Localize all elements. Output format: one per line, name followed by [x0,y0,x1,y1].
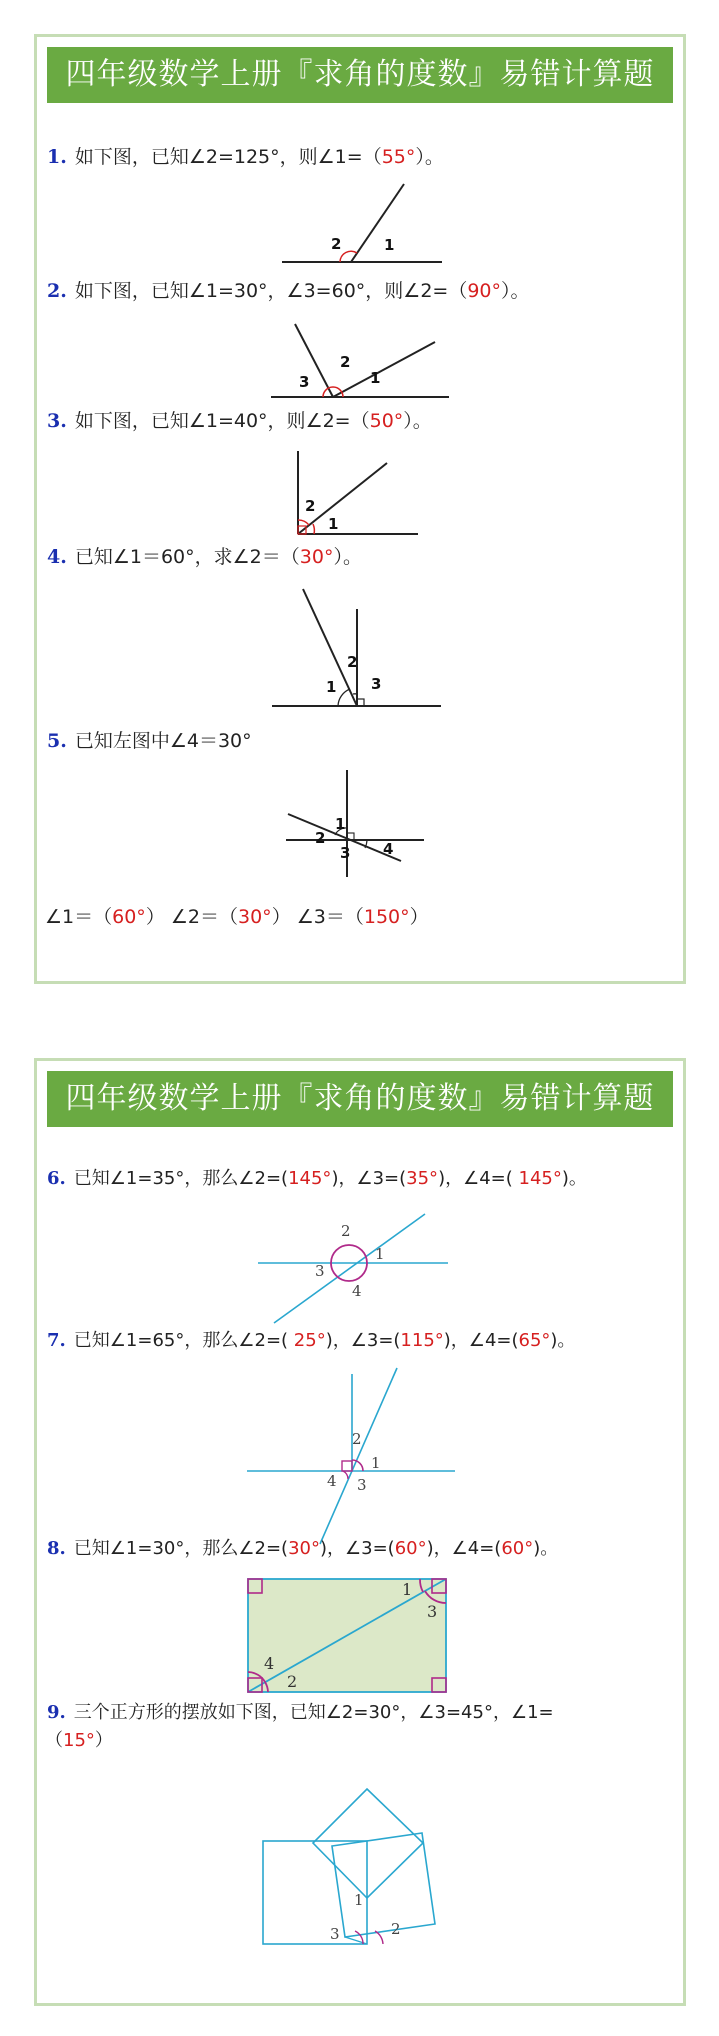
question-text: )，∠3=( [331,1168,407,1189]
question-text: )，∠4=( [438,1168,513,1189]
answer: 60° [112,906,146,928]
angle-label: 4 [352,1282,362,1300]
question-number: 6. [47,1168,66,1189]
angle-label: 3 [340,844,351,862]
question-text: )。 [533,1538,559,1559]
answer: 30° [299,546,334,568]
answer-text: ） [409,906,429,928]
question-number: 9. [47,1702,66,1723]
worksheet-card-1 [34,34,686,984]
question-text: 如下图，已知∠1=40°，则∠2=（ [74,410,370,432]
answer: 15° [63,1730,95,1751]
answer-text: ∠2＝（ [170,906,238,928]
answer-text: ∠3＝（ [296,906,364,928]
question-number: 1. [47,146,67,168]
angle-label: 1 [370,369,381,387]
card-title: 四年级数学上册『求角的度数』易错计算题 [47,1071,673,1127]
answer: 150° [363,906,410,928]
angle-label: 2 [315,829,326,847]
question-text: )，∠4=( [443,1330,519,1351]
worksheet-card-2 [34,1058,686,2006]
answer: 60° [394,1538,427,1559]
angle-label: 1 [354,1891,364,1909]
answer: 65° [518,1330,551,1351]
answer-text: ） [145,906,165,928]
question-text: 已知∠1=65°，那么∠2=( [73,1330,294,1351]
angle-label: 2 [391,1920,401,1938]
question-text: )。 [550,1330,576,1351]
answer: 30° [238,906,272,928]
question-text: 已知左图中∠4＝30° [74,730,252,752]
question-text: )，∠3=( [319,1538,395,1559]
answer-text: ） [271,906,291,928]
answer: 35° [406,1168,439,1189]
question-text-end: ）。 [403,410,432,432]
angle-label: 4 [383,840,394,858]
question-number: 5. [47,730,67,752]
angle-label: 2 [340,353,351,371]
question-number: 3. [47,410,67,432]
answer: 145° [512,1168,562,1189]
angle-label: 1 [335,815,346,833]
diagram-q5 [37,37,683,987]
answer: 25° [293,1330,326,1351]
angle-label: 1 [371,1454,381,1472]
answer-text: ∠1＝（ [45,906,113,928]
angle-label: 2 [331,235,342,253]
question-text-end: ）。 [333,546,362,568]
angle-label: 3 [330,1925,340,1943]
answer: 55° [381,146,416,168]
angle-label: 3 [299,373,310,391]
question-text: )，∠4=( [426,1538,502,1559]
angle-label: 2 [352,1430,362,1448]
angle-label: 3 [315,1262,325,1280]
question-number: 8. [47,1538,66,1559]
question-number: 7. [47,1330,66,1351]
angle-label: 2 [347,653,358,671]
angle-label: 3 [371,675,382,693]
question-text: )，∠3=( [325,1330,401,1351]
question-text: 已知∠1=35°，那么∠2=( [73,1168,289,1189]
question-number: 4. [47,546,67,568]
answer: 30° [288,1538,320,1559]
question-text: )。 [561,1168,587,1189]
answer: 50° [369,410,404,432]
angle-label: 3 [427,1602,438,1621]
angle-label: 2 [305,497,316,515]
card-title: 四年级数学上册『求角的度数』易错计算题 [47,47,673,103]
question-5-answers [45,903,429,931]
angle-label: 4 [327,1472,337,1490]
angle-label: 1 [326,678,337,696]
diagram-q9 [37,1061,683,2009]
question-text: 已知∠1＝60°，求∠2＝（ [74,546,300,568]
angle-label: 1 [384,236,395,254]
question-number: 2. [47,280,67,302]
angle-label: 1 [328,515,339,533]
question-text: 如下图，已知∠2=125°，则∠1=（ [74,146,382,168]
answer-text: （ [45,1730,63,1751]
question-text: 三个正方形的摆放如下图，已知∠2=30°，∠3=45°，∠1= [73,1702,554,1723]
question-text-end: ）。 [501,280,530,302]
answer: 90° [467,280,502,302]
answer: 60° [501,1538,534,1559]
question-text: 如下图，已知∠1=30°，∠3=60°，则∠2=（ [74,280,468,302]
angle-label: 2 [341,1222,351,1240]
angle-label: 2 [287,1672,298,1691]
question-text-end: ）。 [415,146,444,168]
question-text: 已知∠1=30°，那么∠2=( [73,1538,289,1559]
angle-label: 3 [357,1476,367,1494]
angle-label: 1 [375,1245,385,1263]
angle-label: 1 [402,1580,413,1599]
answer: 115° [400,1330,444,1351]
angle-label: 4 [264,1654,275,1673]
answer: 145° [288,1168,332,1189]
answer-text: ） [94,1730,113,1751]
